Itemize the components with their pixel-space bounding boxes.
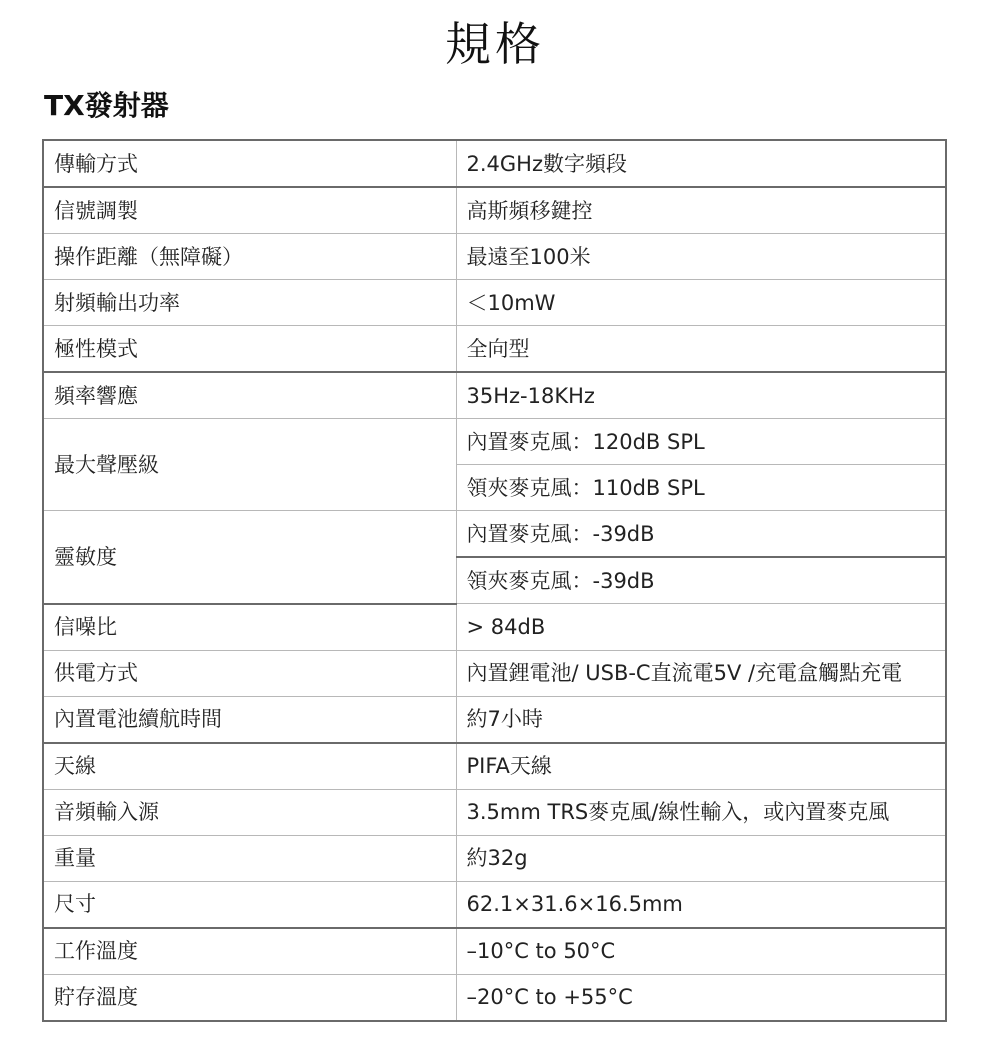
table-row [43, 974, 946, 1021]
spec-label: 信噪比 [43, 604, 456, 651]
table-row [43, 140, 946, 187]
table-row [43, 835, 946, 881]
table-row [43, 419, 946, 465]
table-row [43, 280, 946, 326]
table-row [43, 789, 946, 835]
spec-value: 全向型 [456, 326, 946, 373]
spec-label: 頻率響應 [43, 372, 456, 419]
spec-label: 貯存溫度 [43, 974, 456, 1021]
spec-label: 重量 [43, 835, 456, 881]
spec-value: PIFA天線 [456, 743, 946, 790]
spec-label: 音頻輸入源 [43, 789, 456, 835]
spec-value: > 84dB [456, 604, 946, 651]
spec-value: ＜10mW [456, 280, 946, 326]
spec-value: 最遠至100米 [456, 234, 946, 280]
spec-label: 工作溫度 [43, 928, 456, 975]
table-row [43, 881, 946, 928]
spec-value: 約32g [456, 835, 946, 881]
spec-value: –10°C to 50°C [456, 928, 946, 975]
section-title: TX發射器 [44, 89, 169, 122]
spec-label: 天線 [43, 743, 456, 790]
table-row [43, 650, 946, 696]
spec-value: 62.1×31.6×16.5mm [456, 881, 946, 928]
table-row [43, 743, 946, 790]
spec-label: 信號調製 [43, 187, 456, 234]
table-row [43, 604, 946, 651]
spec-value: 2.4GHz數字頻段 [456, 140, 946, 187]
table-row [43, 234, 946, 280]
spec-value: 35Hz-18KHz [456, 372, 946, 419]
spec-label: 尺寸 [43, 881, 456, 928]
spec-table [42, 139, 947, 1022]
spec-value: 領夾麥克風：-39dB [456, 557, 946, 604]
spec-value: 3.5mm TRS麥克風/線性輸入，或內置麥克風 [456, 789, 946, 835]
table-row [43, 326, 946, 373]
page-title: 規格 [445, 17, 545, 71]
spec-label: 操作距離（無障礙） [43, 234, 456, 280]
spec-value: 約7小時 [456, 696, 946, 743]
spec-label: 最大聲壓級 [43, 419, 456, 511]
table-row [43, 511, 946, 558]
spec-value: 高斯頻移鍵控 [456, 187, 946, 234]
spec-label: 靈敏度 [43, 511, 456, 604]
spec-label: 極性模式 [43, 326, 456, 373]
table-row [43, 187, 946, 234]
table-row [43, 372, 946, 419]
table-row [43, 928, 946, 975]
spec-label: 射頻輸出功率 [43, 280, 456, 326]
spec-label: 內置電池續航時間 [43, 696, 456, 743]
spec-value: 內置鋰電池/ USB-C直流電5V /充電盒觸點充電 [456, 650, 946, 696]
table-row [43, 696, 946, 743]
spec-value: –20°C to +55°C [456, 974, 946, 1021]
spec-value: 內置麥克風：-39dB [456, 511, 946, 558]
spec-label: 供電方式 [43, 650, 456, 696]
spec-label: 傳輸方式 [43, 140, 456, 187]
spec-value: 內置麥克風：120dB SPL [456, 419, 946, 465]
spec-value: 領夾麥克風：110dB SPL [456, 465, 946, 511]
